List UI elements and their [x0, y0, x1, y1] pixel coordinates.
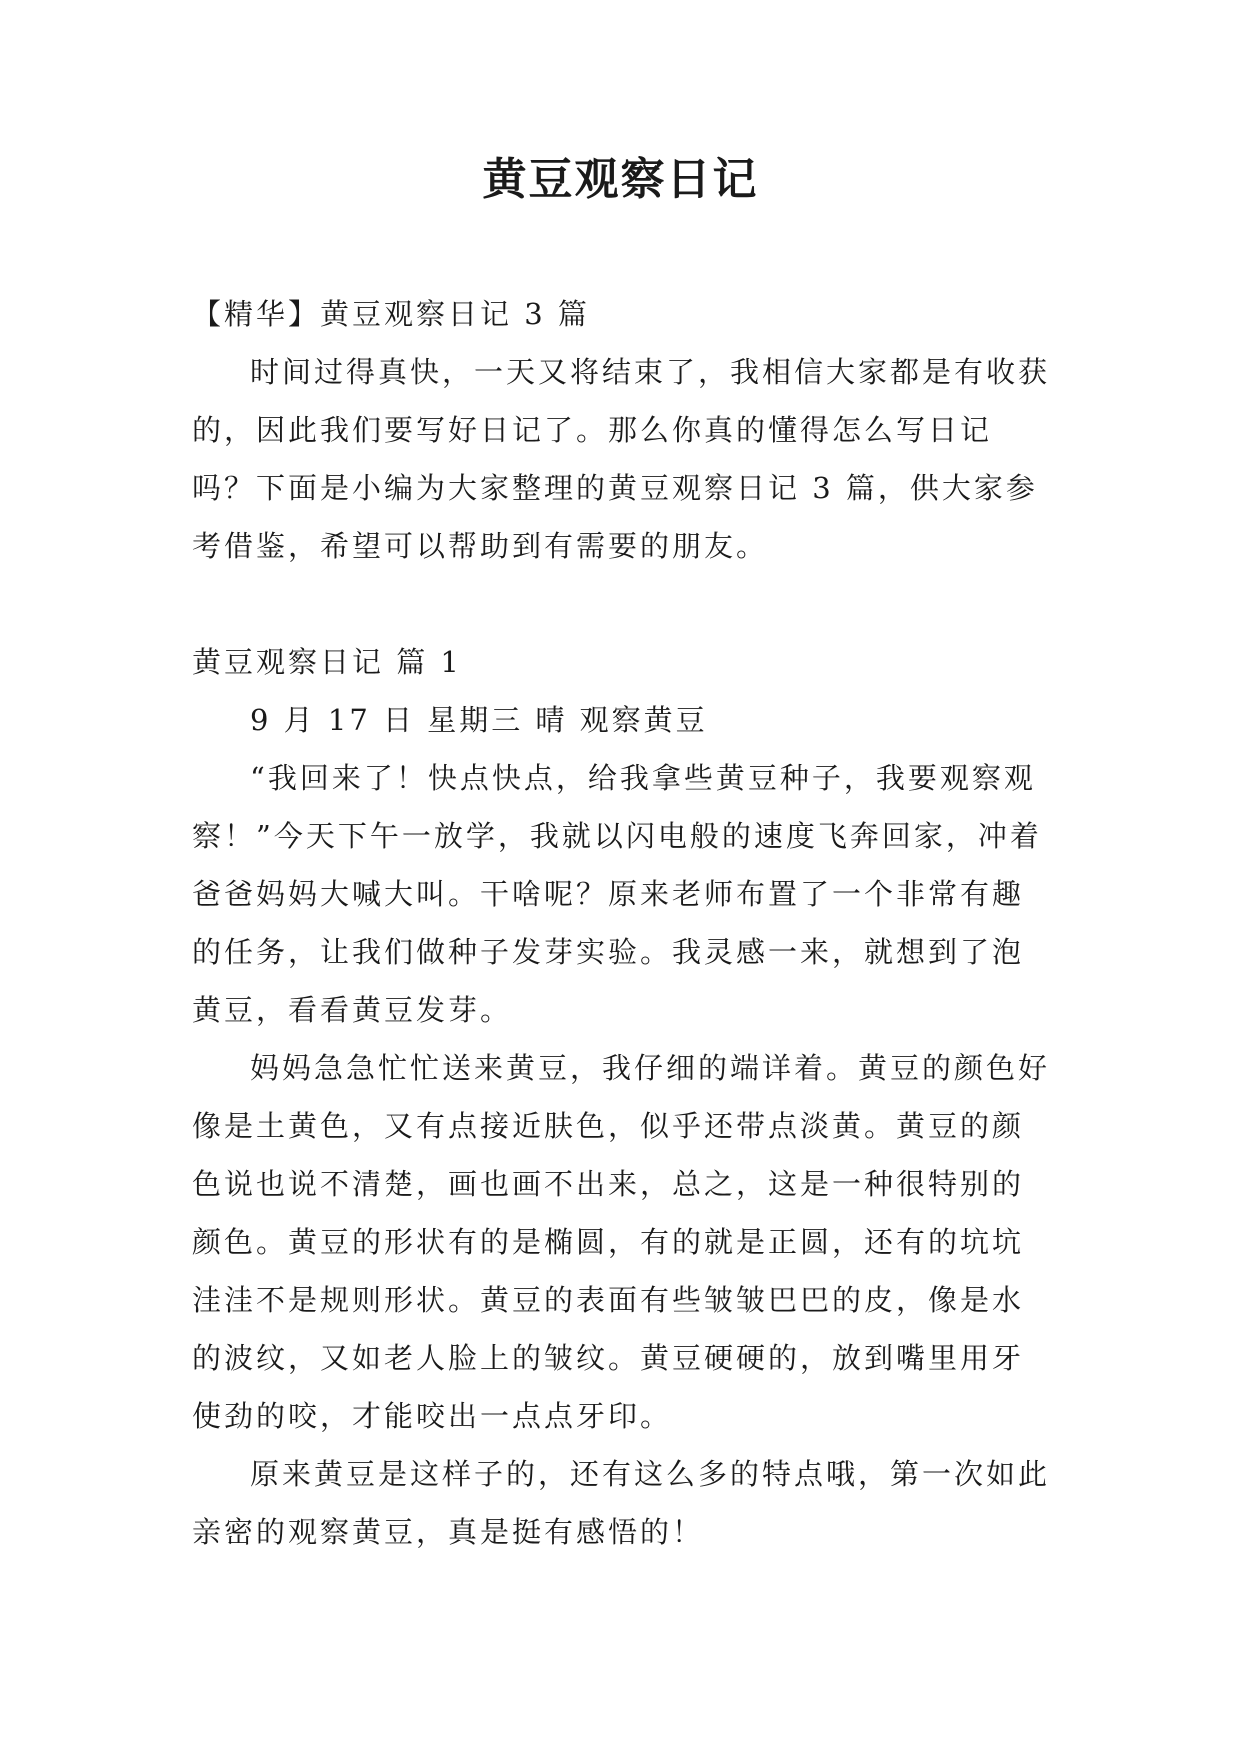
- section-spacer: [192, 575, 1052, 633]
- document-body: [192, 285, 1052, 1561]
- document-subtitle: 【精华】黄豆观察日记 3 篇: [192, 297, 590, 331]
- section-heading: 黄豆观察日记 篇 1: [192, 645, 462, 679]
- intro-paragraph: 时间过得真快，一天又将结束了，我相信大家都是有收获的，因此我们要写好日记了。那么你真的懂得怎么写日记吗？下面是小编为大家整理的黄豆观察日记 3 篇，供大家参考借鉴，希望可以帮助到有需要的朋友。: [192, 355, 1051, 563]
- diary-date-line: 9 月 17 日 星期三 晴 观察黄豆: [250, 703, 708, 737]
- diary-paragraph: 原来黄豆是这样子的，还有这么多的特点哦，第一次如此亲密的观察黄豆，真是挺有感悟的！: [192, 1457, 1051, 1549]
- diary-paragraph: “我回来了！快点快点，给我拿些黄豆种子，我要观察观察！”今天下午一放学，我就以闪电般的速度飞奔回家，冲着爸爸妈妈大喊大叫。干啥呢？原来老师布置了一个非常有趣的任务，让我们做种子发芽实验。我灵感一来，就想到了泡黄豆，看看黄豆发芽。: [192, 761, 1042, 1027]
- document-title: 黄豆观察日记: [482, 154, 759, 205]
- diary-paragraph: 妈妈急急忙忙送来黄豆，我仔细的端详着。黄豆的颜色好像是土黄色，又有点接近肤色，似乎还带点淡黄。黄豆的颜色说也说不清楚，画也画不出来，总之，这是一种很特别的颜色。黄豆的形状有的是椭圆，有的就是正圆，还有的坑坑洼洼不是规则形状。黄豆的表面有些皱皱巴巴的皮，像是水的波纹，又如老人脸上的皱纹。黄豆硬硬的，放到嘴里用牙使劲的咬，才能咬出一点点牙印。: [192, 1051, 1051, 1433]
